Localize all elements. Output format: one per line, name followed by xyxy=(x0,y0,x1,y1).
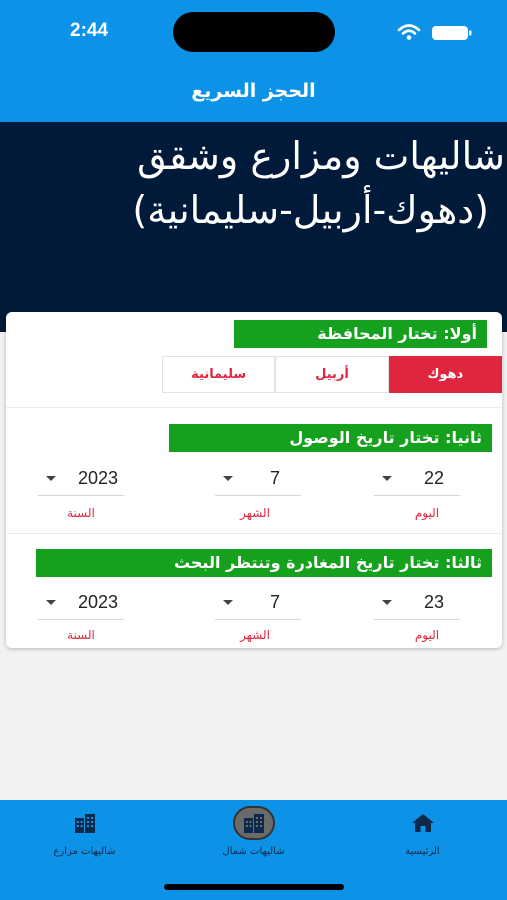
arrival-day-value: 22 xyxy=(423,468,445,488)
arrival-month-caption: الشهر xyxy=(240,506,270,520)
nav-label-farm-chalets: شاليهات مزارع xyxy=(53,846,116,857)
section-departure-label: ثالثا: تختار تاريخ المغادرة وتنتظر البحث xyxy=(36,549,492,577)
governorate-option-sulaymaniyah[interactable]: سليمانية xyxy=(162,356,275,393)
nav-item-north-chalets[interactable] xyxy=(169,800,338,880)
departure-year-caption: السنة xyxy=(67,628,95,642)
booking-card xyxy=(6,312,502,648)
caret-down-icon xyxy=(46,600,56,605)
home-indicator xyxy=(164,884,344,890)
nav-label-home: الرئيسية xyxy=(405,846,440,857)
arrival-month-value: 7 xyxy=(269,468,280,488)
caret-down-icon xyxy=(382,476,392,481)
caret-down-icon xyxy=(223,476,233,481)
status-icons xyxy=(396,22,476,42)
status-bar xyxy=(0,0,507,62)
arrival-year-dropdown[interactable] xyxy=(38,462,124,496)
governorate-option-duhok[interactable]: دهوك xyxy=(389,356,502,393)
arrival-year-value: 2023 xyxy=(77,468,119,488)
nav-item-home[interactable] xyxy=(338,800,507,880)
hero-title: شاليهات ومزارع وشقق xyxy=(137,134,505,178)
arrival-month-dropdown[interactable] xyxy=(215,462,301,496)
governorate-selector xyxy=(162,356,502,393)
departure-year-value: 2023 xyxy=(77,592,119,612)
departure-month-caption: الشهر xyxy=(240,628,270,642)
status-time: 2:44 xyxy=(70,20,109,41)
governorate-option-erbil[interactable]: أربيل xyxy=(275,356,388,393)
page-title: الحجز السريع xyxy=(191,80,316,102)
app-bar xyxy=(0,62,507,122)
caret-down-icon xyxy=(46,476,56,481)
hero-banner xyxy=(0,122,507,332)
hero-subtitle: (دهوك-أربيل-سليمانية) xyxy=(132,188,489,232)
buildings-icon xyxy=(73,812,97,838)
nav-item-farm-chalets[interactable] xyxy=(0,800,169,880)
buildings-icon xyxy=(233,806,275,840)
caret-down-icon xyxy=(382,600,392,605)
caret-down-icon xyxy=(223,600,233,605)
dynamic-island xyxy=(173,12,335,52)
arrival-day-dropdown[interactable] xyxy=(374,462,460,496)
departure-month-dropdown[interactable] xyxy=(215,586,301,620)
arrival-day-caption: اليوم xyxy=(414,506,440,520)
arrival-year-caption: السنة xyxy=(67,506,95,520)
departure-day-dropdown[interactable] xyxy=(374,586,460,620)
departure-day-caption: اليوم xyxy=(414,628,440,642)
divider xyxy=(6,407,502,408)
wifi-icon xyxy=(399,26,419,40)
battery-icon xyxy=(432,26,472,40)
nav-label-north-chalets: شاليهات شمال xyxy=(222,846,285,857)
departure-month-value: 7 xyxy=(269,592,280,612)
departure-year-dropdown[interactable] xyxy=(38,586,124,620)
home-icon xyxy=(411,812,435,838)
section-governorate-label: أولا: تختار المحافظة xyxy=(234,320,487,348)
departure-day-value: 23 xyxy=(423,592,445,612)
section-arrival-label: ثانيا: تختار تاريخ الوصول xyxy=(169,424,492,452)
divider xyxy=(6,533,502,534)
